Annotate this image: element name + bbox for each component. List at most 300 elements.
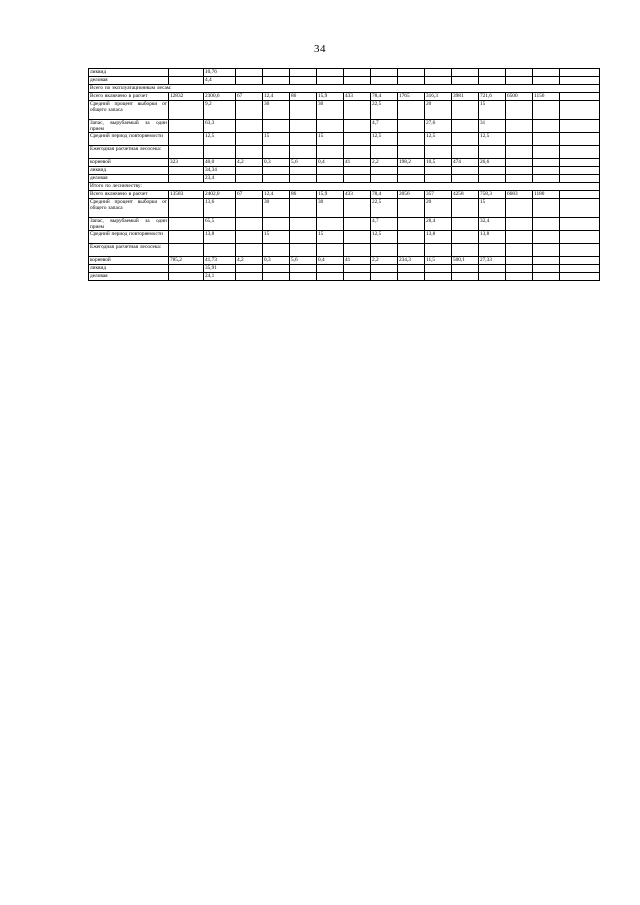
table-cell: 65,5 xyxy=(204,218,236,231)
row-label: Средний период повторяемости xyxy=(89,133,169,146)
table-cell: 15 xyxy=(263,231,290,244)
table-cell xyxy=(506,159,533,167)
table-cell xyxy=(533,175,560,183)
table-cell xyxy=(263,69,290,77)
table-cell: 4,7 xyxy=(371,218,398,231)
table-cell: 20 xyxy=(425,199,452,218)
table-cell xyxy=(479,265,506,273)
table-cell: 357 xyxy=(425,191,452,199)
table-cell xyxy=(533,231,560,244)
table-cell: 41 xyxy=(344,159,371,167)
table-cell: 1765 xyxy=(398,93,425,101)
table-cell xyxy=(344,101,371,120)
table-cell: 15 xyxy=(317,231,344,244)
table-cell xyxy=(452,244,479,257)
table-cell xyxy=(506,69,533,77)
table-cell xyxy=(169,244,204,257)
table-cell: 22,5 xyxy=(371,199,398,218)
table-cell xyxy=(533,244,560,257)
table-cell xyxy=(533,146,560,159)
table-cell xyxy=(506,218,533,231)
table-cell xyxy=(533,77,560,85)
table-cell: 474 xyxy=(452,159,479,167)
table-cell xyxy=(371,69,398,77)
table-cell xyxy=(290,77,317,85)
row-label: деловая xyxy=(89,175,169,183)
table-cell: 15 xyxy=(317,133,344,146)
table-cell xyxy=(425,175,452,183)
table-cell xyxy=(398,244,425,257)
table-cell: 20 xyxy=(425,101,452,120)
table-cell xyxy=(479,175,506,183)
table-cell xyxy=(533,265,560,273)
table-row xyxy=(89,167,600,175)
table-cell xyxy=(371,77,398,85)
section-row xyxy=(89,85,600,93)
table-cell xyxy=(317,218,344,231)
table-cell xyxy=(290,273,317,281)
table-cell: 27,6 xyxy=(425,120,452,133)
table-cell xyxy=(452,265,479,273)
table-cell: 3981 xyxy=(452,93,479,101)
section-heading: Итого по лесничеству: xyxy=(89,183,600,191)
table-cell xyxy=(317,244,344,257)
table-cell xyxy=(169,199,204,218)
table-cell xyxy=(560,199,600,218)
table-cell xyxy=(506,199,533,218)
table-cell: 6500 xyxy=(506,93,533,101)
row-label: Запас, вырубаемый за один прием xyxy=(90,120,167,132)
table-cell xyxy=(344,133,371,146)
table-cell: 758,3 xyxy=(479,191,506,199)
table-cell xyxy=(560,69,600,77)
row-label: ликвид xyxy=(89,69,169,77)
table-cell xyxy=(344,146,371,159)
table-cell xyxy=(506,175,533,183)
table-cell: 2056 xyxy=(398,191,425,199)
table-cell xyxy=(236,120,263,133)
table-cell xyxy=(169,167,204,175)
table-cell: 86 xyxy=(290,191,317,199)
table-cell xyxy=(290,244,317,257)
table-cell: 13,8 xyxy=(425,231,452,244)
table-row xyxy=(89,159,600,167)
table-cell xyxy=(263,244,290,257)
table-cell xyxy=(533,273,560,281)
table-cell: 67 xyxy=(236,191,263,199)
table-cell xyxy=(236,273,263,281)
table-cell: 26,6 xyxy=(479,159,506,167)
table-cell xyxy=(236,77,263,85)
table-cell xyxy=(533,133,560,146)
table-cell: 23,4 xyxy=(204,175,236,183)
table-cell xyxy=(290,146,317,159)
table-cell: 0,4 xyxy=(317,159,344,167)
table-cell xyxy=(560,265,600,273)
table-cell xyxy=(236,101,263,120)
table-cell xyxy=(344,265,371,273)
table-cell xyxy=(344,175,371,183)
table-row xyxy=(89,273,600,281)
table-cell xyxy=(506,265,533,273)
table-cell xyxy=(425,69,452,77)
table-cell xyxy=(263,218,290,231)
table-cell xyxy=(506,257,533,265)
table-cell: 22,5 xyxy=(371,101,398,120)
table-cell xyxy=(290,265,317,273)
table-cell xyxy=(506,133,533,146)
table-cell: 500,1 xyxy=(452,257,479,265)
table-cell: 15 xyxy=(479,101,506,120)
table-cell: 4258 xyxy=(452,191,479,199)
table-cell xyxy=(290,218,317,231)
table-cell xyxy=(398,273,425,281)
table-cell xyxy=(560,218,600,231)
table-cell xyxy=(317,265,344,273)
table-cell: 15,9 xyxy=(317,191,344,199)
table-cell xyxy=(398,146,425,159)
table-cell xyxy=(533,159,560,167)
table-cell xyxy=(560,244,600,257)
table-cell xyxy=(560,273,600,281)
table-cell: 31 xyxy=(479,120,506,133)
table-cell xyxy=(425,265,452,273)
table-cell xyxy=(263,175,290,183)
table-cell xyxy=(560,191,600,199)
table-row xyxy=(89,101,600,120)
table-row xyxy=(89,146,600,159)
table-cell xyxy=(479,146,506,159)
table-cell xyxy=(169,218,204,231)
table-cell xyxy=(371,244,398,257)
table-row xyxy=(89,93,600,101)
table-cell xyxy=(169,146,204,159)
table-cell: 13,8 xyxy=(479,231,506,244)
table-row xyxy=(89,133,600,146)
table-cell xyxy=(317,77,344,85)
table-cell xyxy=(425,273,452,281)
table-cell: 13583 xyxy=(169,191,204,199)
table-cell: 5,6 xyxy=(290,257,317,265)
table-cell: 24,1 xyxy=(204,273,236,281)
table-cell xyxy=(560,175,600,183)
table-cell xyxy=(452,133,479,146)
table-cell: 41,73 xyxy=(204,257,236,265)
table-row xyxy=(89,231,600,244)
table-cell: 41 xyxy=(344,257,371,265)
table-cell xyxy=(169,120,204,133)
row-label: Ежегодная расчетная лесосека: xyxy=(89,146,169,159)
table-cell xyxy=(560,167,600,175)
table-cell xyxy=(533,167,560,175)
table-cell: 433 xyxy=(344,191,371,199)
table-cell xyxy=(169,175,204,183)
table-cell xyxy=(317,120,344,133)
table-cell xyxy=(506,273,533,281)
table-cell xyxy=(398,265,425,273)
table-cell xyxy=(263,146,290,159)
table-cell xyxy=(290,199,317,218)
table-cell xyxy=(204,146,236,159)
table-cell xyxy=(506,77,533,85)
row-label: Всего включено в расчет xyxy=(89,93,169,101)
table-cell: 0,3 xyxy=(263,159,290,167)
table-cell: 10,76 xyxy=(204,69,236,77)
table-cell xyxy=(263,273,290,281)
table-row xyxy=(89,77,600,85)
table-cell xyxy=(236,133,263,146)
table-cell xyxy=(290,167,317,175)
table-cell xyxy=(204,244,236,257)
table-cell xyxy=(169,231,204,244)
table-cell xyxy=(317,69,344,77)
table-cell xyxy=(452,69,479,77)
table-cell xyxy=(452,101,479,120)
row-label: ликвид xyxy=(89,265,169,273)
table-cell: 30 xyxy=(263,199,290,218)
table-cell xyxy=(506,244,533,257)
table-cell xyxy=(452,175,479,183)
row-label: деловая xyxy=(89,77,169,85)
table-cell: 13,6 xyxy=(204,199,236,218)
table-cell xyxy=(236,218,263,231)
table-cell xyxy=(533,199,560,218)
table-cell xyxy=(344,199,371,218)
table-cell: 30 xyxy=(317,101,344,120)
table-cell: 27,33 xyxy=(479,257,506,265)
table-cell xyxy=(371,146,398,159)
table-row xyxy=(89,191,600,199)
table-cell: 12,4 xyxy=(263,93,290,101)
table-cell: 11,5 xyxy=(425,257,452,265)
table-cell xyxy=(290,231,317,244)
table-cell: 12,5 xyxy=(204,133,236,146)
table-cell xyxy=(452,167,479,175)
table-cell xyxy=(479,69,506,77)
table-cell xyxy=(560,133,600,146)
table-cell: 40,0 xyxy=(204,159,236,167)
row-label: Средний процент выборки от общего запаса xyxy=(89,199,169,218)
table-cell: 67 xyxy=(236,93,263,101)
table-cell xyxy=(344,273,371,281)
table-cell xyxy=(479,77,506,85)
table-cell xyxy=(425,77,452,85)
table-cell xyxy=(452,218,479,231)
table-cell xyxy=(425,146,452,159)
table-cell: 198,2 xyxy=(398,159,425,167)
table-cell xyxy=(533,257,560,265)
table-cell xyxy=(506,167,533,175)
table-cell xyxy=(398,77,425,85)
table-cell: 34,34 xyxy=(204,167,236,175)
table-cell xyxy=(398,120,425,133)
table-cell xyxy=(506,120,533,133)
table-cell xyxy=(560,77,600,85)
table-cell xyxy=(533,101,560,120)
table-cell xyxy=(344,231,371,244)
row-label: Средний период повторяемости xyxy=(89,231,169,244)
table-cell xyxy=(533,69,560,77)
table-row xyxy=(89,120,600,133)
table-cell xyxy=(398,175,425,183)
table-cell xyxy=(479,244,506,257)
table-cell xyxy=(169,265,204,273)
row-label: Запас, вырубаемый за один прием xyxy=(90,218,167,230)
table-cell xyxy=(169,77,204,85)
table-row xyxy=(89,69,600,77)
table-cell: 12,4 xyxy=(263,191,290,199)
table-cell xyxy=(263,77,290,85)
table-cell xyxy=(371,167,398,175)
row-label: деловая xyxy=(89,273,169,281)
section-heading: Всего по эксплуатационным лесам: xyxy=(89,85,600,93)
table-cell xyxy=(398,69,425,77)
table-cell: 4,4 xyxy=(204,77,236,85)
table-cell: 0,4 xyxy=(317,257,344,265)
table-cell xyxy=(236,175,263,183)
table-cell xyxy=(560,93,600,101)
table-cell: 86 xyxy=(290,93,317,101)
table-cell xyxy=(398,167,425,175)
table-cell: 9,2 xyxy=(204,101,236,120)
table-cell: 10,5 xyxy=(425,159,452,167)
row-label: Средний процент выборки от общего запаса xyxy=(89,101,169,120)
table-cell xyxy=(452,231,479,244)
table-cell xyxy=(317,167,344,175)
row-label: Ежегодная расчетная лесосека: xyxy=(89,244,169,257)
table-cell: 4,2 xyxy=(236,159,263,167)
table-cell xyxy=(263,167,290,175)
table-cell: 12,5 xyxy=(371,231,398,244)
table-cell: 12,5 xyxy=(479,133,506,146)
table-cell: 316,3 xyxy=(425,93,452,101)
table-cell xyxy=(344,120,371,133)
table-cell xyxy=(452,77,479,85)
table-cell xyxy=(169,273,204,281)
table-cell: 30 xyxy=(263,101,290,120)
table-cell xyxy=(452,146,479,159)
table-row xyxy=(89,244,600,257)
table-cell xyxy=(398,218,425,231)
table-cell xyxy=(236,244,263,257)
table-cell: 721,6 xyxy=(479,93,506,101)
table-cell xyxy=(533,120,560,133)
table-cell xyxy=(479,167,506,175)
table-cell xyxy=(236,167,263,175)
table-cell: 0,3 xyxy=(263,257,290,265)
table-cell xyxy=(344,244,371,257)
table-cell xyxy=(290,120,317,133)
table-cell xyxy=(560,159,600,167)
table-cell: 2,2 xyxy=(371,257,398,265)
table-cell: 32,4 xyxy=(479,218,506,231)
table-body xyxy=(89,69,600,281)
table-cell xyxy=(344,218,371,231)
section-row xyxy=(89,183,600,191)
table-cell xyxy=(236,199,263,218)
table-cell: 1180 xyxy=(533,191,560,199)
page-number: 34 xyxy=(314,43,326,55)
table-cell xyxy=(506,231,533,244)
table-cell xyxy=(371,265,398,273)
table-cell: 323 xyxy=(169,159,204,167)
table-cell xyxy=(560,120,600,133)
row-label: корневой xyxy=(89,257,169,265)
table-cell xyxy=(169,69,204,77)
table-cell: 12832 xyxy=(169,93,204,101)
table-row xyxy=(89,199,600,218)
table-cell xyxy=(506,146,533,159)
table-cell xyxy=(344,77,371,85)
table-cell: 2,2 xyxy=(371,159,398,167)
table-cell xyxy=(317,273,344,281)
table-row xyxy=(89,257,600,265)
table-cell xyxy=(398,231,425,244)
table-cell xyxy=(425,167,452,175)
table-cell xyxy=(398,133,425,146)
table-cell xyxy=(560,146,600,159)
table-cell xyxy=(263,120,290,133)
table-row xyxy=(89,175,600,183)
table-cell: 63,3 xyxy=(204,120,236,133)
table-cell xyxy=(290,175,317,183)
table-cell xyxy=(533,218,560,231)
row-label: Всего включено в расчет xyxy=(89,191,169,199)
table-cell: 4,2 xyxy=(236,257,263,265)
table-row xyxy=(89,218,600,231)
table-cell xyxy=(479,273,506,281)
table-cell: 15,9 xyxy=(317,93,344,101)
table-cell: 28,4 xyxy=(425,218,452,231)
table-cell xyxy=(452,120,479,133)
table-cell xyxy=(344,167,371,175)
table-cell xyxy=(425,244,452,257)
table-cell xyxy=(344,69,371,77)
table-cell xyxy=(236,69,263,77)
table-cell xyxy=(560,231,600,244)
table-cell xyxy=(371,273,398,281)
table-cell xyxy=(236,265,263,273)
table-cell xyxy=(452,273,479,281)
table-cell: 15 xyxy=(479,199,506,218)
table-cell: 2402,0 xyxy=(204,191,236,199)
table-cell xyxy=(290,133,317,146)
table-cell xyxy=(398,199,425,218)
table-cell: 35,91 xyxy=(204,265,236,273)
table-cell: 78,4 xyxy=(371,191,398,199)
table-cell: 433 xyxy=(344,93,371,101)
table-cell xyxy=(452,199,479,218)
table-cell: 30 xyxy=(317,199,344,218)
table-cell: 2300,6 xyxy=(204,93,236,101)
table-cell xyxy=(506,101,533,120)
table-cell: 234,3 xyxy=(398,257,425,265)
row-label: корневой xyxy=(89,159,169,167)
table-cell xyxy=(169,101,204,120)
table-cell xyxy=(236,231,263,244)
table-cell: 13,8 xyxy=(204,231,236,244)
table-cell xyxy=(236,146,263,159)
table-cell xyxy=(263,265,290,273)
table-cell: 5,6 xyxy=(290,159,317,167)
table-cell: 78,4 xyxy=(371,93,398,101)
table-cell xyxy=(371,175,398,183)
table-cell xyxy=(317,175,344,183)
table-cell xyxy=(290,101,317,120)
forest-harvest-table xyxy=(88,68,600,281)
table-cell xyxy=(398,101,425,120)
row-label: ликвид xyxy=(89,167,169,175)
